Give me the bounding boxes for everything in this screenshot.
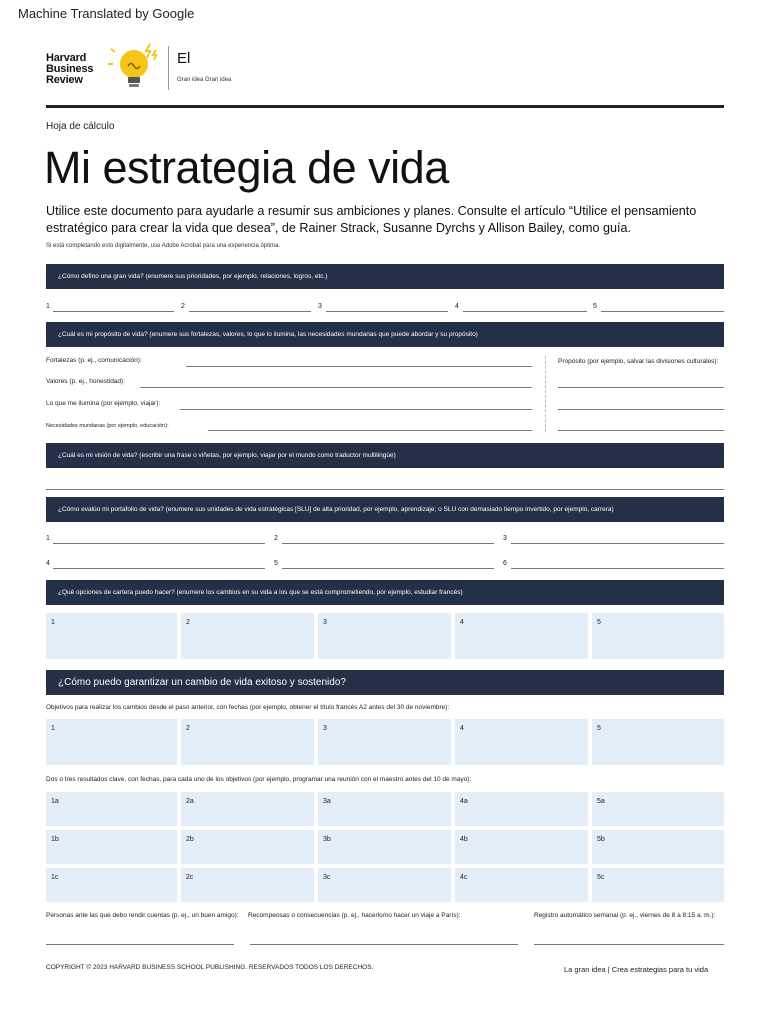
purpose-label: Propósito (por ejemplo, salvar las divisiones culturales): — [558, 358, 719, 365]
needs-field[interactable] — [208, 430, 532, 431]
objectives-label: Objetivos para realizar los cambios desde el paso anterior, con fechas (por ejemplo, obtener el título francés A2 antes del 30 de noviembre): — [46, 704, 450, 711]
priority-field-3[interactable] — [326, 311, 448, 312]
lights-up-label: Lo que me ilumina (por ejemplo, viajar): — [46, 400, 161, 407]
purpose-field-2[interactable] — [558, 409, 724, 410]
section-sustained-change: ¿Cómo puedo garantizar un cambio de vida exitoso y sostenido? — [46, 670, 724, 695]
hbr-logo: Harvard Business Review — [46, 52, 94, 86]
strengths-field[interactable] — [186, 366, 532, 367]
objective-box-5[interactable]: 5 — [592, 719, 724, 765]
section-life-vision: ¿Cuál es mi visión de vida? (escribir una frase o viñetas, por ejemplo, viajar por el mundo como traductor multilingüe) — [46, 443, 724, 468]
values-field[interactable] — [140, 387, 532, 388]
key-result-box-5a[interactable]: 5a — [592, 792, 724, 826]
header-el: El — [177, 50, 191, 67]
objective-box-3[interactable]: 3 — [318, 719, 451, 765]
section-portfolio-choices: ¿Qué opciones de cartera puedo hacer? (enumere los cambios en su vida a los que se está comprometiendo, por ejemplo, estudiar francés) — [46, 580, 724, 605]
objective-box-4[interactable]: 4 — [455, 719, 588, 765]
objective-box-1[interactable]: 1 — [46, 719, 177, 765]
slu-field-1[interactable] — [53, 543, 265, 544]
slu-field-5[interactable] — [282, 568, 494, 569]
slu-number-4: 4 — [46, 560, 50, 567]
section-great-life: ¿Cómo defino una gran vida? (enumere sus prioridades, por ejemplo, relaciones, logros, etc.) — [46, 264, 724, 289]
priority-field-1[interactable] — [53, 311, 174, 312]
doc-type-label: Hoja de cálculo — [46, 121, 115, 132]
key-result-box-3b[interactable]: 3b — [318, 830, 451, 864]
accountability-field[interactable] — [46, 944, 234, 945]
header-gran-idea: Gran idea Gran idea — [177, 77, 232, 83]
purpose-field-3[interactable] — [558, 430, 724, 431]
slu-number-3: 3 — [503, 535, 507, 542]
strengths-label: Fortalezas (p. ej., comunicación): — [46, 357, 142, 364]
choice-box-2[interactable]: 2 — [181, 613, 314, 659]
rewards-label: Recompensas o consecuencias (p. ej., hacerlo/no hacer un viaje a París): — [248, 912, 461, 919]
choice-box-3[interactable]: 3 — [318, 613, 451, 659]
key-result-box-1b[interactable]: 1b — [46, 830, 177, 864]
key-result-box-3c[interactable]: 3c — [318, 868, 451, 902]
slu-field-3[interactable] — [511, 543, 724, 544]
lights-up-field[interactable] — [180, 409, 532, 410]
header-divider — [168, 46, 169, 90]
weekly-checkin-label: Registro automático semanal (p. ej., viernes de 8 a 8:15 a. m.): — [534, 912, 716, 919]
needs-label: Necesidades mundanas (por ejemplo, educación): — [46, 423, 169, 429]
slu-number-2: 2 — [274, 535, 278, 542]
key-result-box-4a[interactable]: 4a — [455, 792, 588, 826]
priority-number-5: 5 — [593, 303, 597, 310]
key-result-box-3a[interactable]: 3a — [318, 792, 451, 826]
priority-field-5[interactable] — [601, 311, 724, 312]
key-result-box-5c[interactable]: 5c — [592, 868, 724, 902]
intro-text: Utilice este documento para ayudarle a resumir sus ambiciones y planes. Consulte el artículo “Utilice el pensamiento estratégico para crear la vida que desea”, de Rainer Strack, Susanne Dyrchs y Allison Bailey, como guía. — [46, 204, 697, 235]
choice-box-1[interactable]: 1 — [46, 613, 177, 659]
footer-title: La gran idea | Crea estrategias para tu vida — [564, 965, 709, 974]
slu-field-4[interactable] — [53, 568, 265, 569]
key-result-box-2a[interactable]: 2a — [181, 792, 314, 826]
key-result-box-1a[interactable]: 1a — [46, 792, 177, 826]
section-life-purpose: ¿Cuál es mi propósito de vida? (enumere sus fortalezas, valores, lo que lo ilumina, las necesidades mundanas que puede abordar y su propósito) — [46, 322, 724, 347]
purpose-divider — [545, 356, 546, 432]
values-label: Valores (p. ej., honestidad): — [46, 378, 126, 385]
key-result-box-5b[interactable]: 5b — [592, 830, 724, 864]
rewards-field[interactable] — [250, 944, 518, 945]
copyright: COPYRIGHT © 2023 HARVARD BUSINESS SCHOOL PUBLISHING. RESERVADOS TODOS LOS DERECHOS. — [46, 964, 374, 971]
slu-number-6: 6 — [503, 560, 507, 567]
key-result-box-1c[interactable]: 1c — [46, 868, 177, 902]
choice-box-5[interactable]: 5 — [592, 613, 724, 659]
lightbulb-icon — [106, 40, 166, 92]
machine-translation-banner: Machine Translated by Google — [18, 6, 195, 21]
acrobat-note: Si está completando esto digitalmente, use Adobe Acrobat para una experiencia óptima. — [46, 243, 281, 249]
section-life-portfolio: ¿Cómo evalúo mi portafolio de vida? (enumere sus unidades de vida estratégicas [SLU] de alta prioridad, por ejemplo, aprendizaje; o SLU con demasiado tiempo invertido, por ejemplo, carrera) — [46, 497, 724, 522]
key-result-box-4b[interactable]: 4b — [455, 830, 588, 864]
priority-number-2: 2 — [181, 303, 185, 310]
header-rule — [46, 105, 724, 108]
weekly-checkin-field[interactable] — [534, 944, 724, 945]
key-result-box-4c[interactable]: 4c — [455, 868, 588, 902]
key-results-label: Dos o tres resultados clave, con fechas, para cada uno de los objetivos (por ejemplo, programar una reunión con el maestro antes del 10 de mayo): — [46, 776, 472, 783]
priority-number-3: 3 — [318, 303, 322, 310]
key-result-box-2b[interactable]: 2b — [181, 830, 314, 864]
page-title: Mi estrategia de vida — [44, 142, 449, 193]
slu-number-1: 1 — [46, 535, 50, 542]
purpose-field-1[interactable] — [558, 387, 724, 388]
choice-box-4[interactable]: 4 — [455, 613, 588, 659]
priority-field-4[interactable] — [463, 311, 587, 312]
priority-number-4: 4 — [455, 303, 459, 310]
priority-field-2[interactable] — [189, 311, 311, 312]
vision-field[interactable] — [46, 489, 724, 490]
objective-box-2[interactable]: 2 — [181, 719, 314, 765]
accountability-label: Personas ante las que debo rendir cuentas (p. ej., un buen amigo): — [46, 912, 239, 919]
slu-number-5: 5 — [274, 560, 278, 567]
priority-number-1: 1 — [46, 303, 50, 310]
slu-field-6[interactable] — [511, 568, 724, 569]
key-result-box-2c[interactable]: 2c — [181, 868, 314, 902]
slu-field-2[interactable] — [282, 543, 494, 544]
